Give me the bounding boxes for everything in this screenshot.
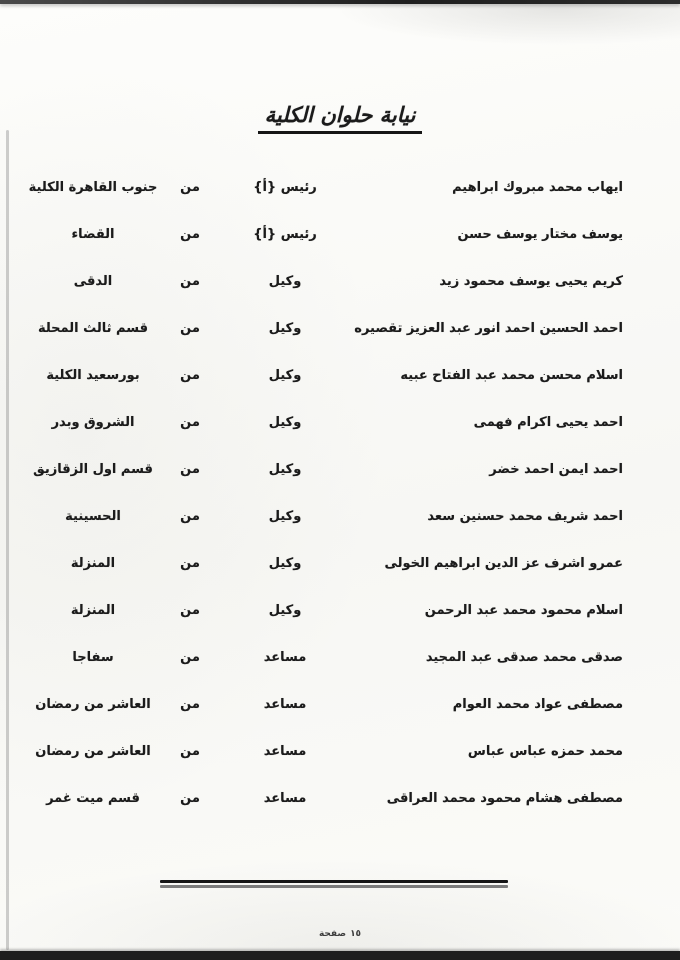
table-row: [0, 493, 680, 540]
cell-role: مساعد: [263, 744, 307, 759]
title-wrap: [0, 103, 680, 134]
cell-name: يوسف مختار يوسف حسن: [457, 227, 623, 242]
table-row: [0, 775, 680, 822]
cell-location: القضاء: [71, 227, 115, 242]
cell-from: من: [180, 274, 200, 289]
table-row: [0, 164, 680, 211]
cell-from: من: [180, 180, 200, 195]
cell-from: من: [180, 697, 200, 712]
cell-from: من: [180, 227, 200, 242]
cell-location: قسم ميت غمر: [46, 791, 140, 806]
cell-name: ايهاب محمد مبروك ابراهيم: [452, 180, 623, 195]
cell-from: من: [180, 791, 200, 806]
cell-from: من: [180, 650, 200, 665]
cell-location: المنزلة: [70, 556, 116, 571]
table-row: [0, 587, 680, 634]
footer-page-number: ١٥: [350, 929, 362, 939]
cell-location: بورسعيد الكلية: [46, 368, 140, 383]
page-title: نيابة حلوان الكلية: [258, 103, 423, 134]
scan-edge-bottom: [0, 951, 680, 960]
cell-from: من: [180, 509, 200, 524]
cell-role: رئيس {أ}: [253, 227, 317, 242]
cell-role: رئيس {أ}: [253, 180, 317, 195]
cell-role: وكيل: [268, 462, 302, 477]
cell-name: احمد ايمن احمد خضر: [489, 462, 623, 477]
cell-location: الشروق وبدر: [51, 415, 135, 430]
cell-role: وكيل: [268, 509, 302, 524]
cell-name: مصطفى هشام محمود محمد العراقى: [386, 791, 623, 806]
assignments-table: [0, 164, 680, 822]
scan-edge-top: [0, 0, 680, 4]
cell-from: من: [180, 603, 200, 618]
cell-role: وكيل: [268, 603, 302, 618]
cell-role: مساعد: [263, 650, 307, 665]
cell-from: من: [180, 368, 200, 383]
cell-name: احمد يحيى اكرام فهمى: [473, 415, 623, 430]
divider-line-gray: [160, 885, 508, 888]
page-footer: [0, 929, 680, 939]
cell-location: سفاجا: [72, 650, 114, 665]
cell-from: من: [180, 321, 200, 336]
cell-name: اسلام محسن محمد عبد الفتاح عبيه: [400, 368, 623, 383]
cell-location: قسم ثالث المحلة: [37, 321, 148, 336]
table-row: [0, 352, 680, 399]
cell-role: وكيل: [268, 274, 302, 289]
table-row: [0, 258, 680, 305]
cell-name: احمد الحسين احمد انور عبد العزيز تقصيره: [354, 321, 623, 336]
cell-location: المنزلة: [70, 603, 116, 618]
footer-divider: [160, 880, 508, 888]
cell-name: اسلام محمود محمد عبد الرحمن: [424, 603, 623, 618]
table-row: [0, 728, 680, 775]
cell-from: من: [180, 744, 200, 759]
table-row: [0, 540, 680, 587]
cell-role: وكيل: [268, 556, 302, 571]
table-row: [0, 211, 680, 258]
table-row: [0, 305, 680, 352]
table-row: [0, 681, 680, 728]
cell-role: وكيل: [268, 321, 302, 336]
cell-location: الحسينية: [65, 509, 121, 524]
cell-role: وكيل: [268, 368, 302, 383]
cell-location: العاشر من رمضان: [35, 697, 151, 712]
cell-name: محمد حمزه عباس عباس: [467, 744, 623, 759]
cell-from: من: [180, 415, 200, 430]
table-row: [0, 446, 680, 493]
cell-role: مساعد: [263, 697, 307, 712]
cell-role: وكيل: [268, 415, 302, 430]
cell-name: عمرو اشرف عز الدين ابراهيم الخولى: [384, 556, 623, 571]
cell-name: كريم يحيى يوسف محمود زيد: [439, 274, 623, 289]
scan-page-edge-line: [6, 130, 9, 950]
cell-location: العاشر من رمضان: [35, 744, 151, 759]
cell-name: صدقى محمد صدقى عبد المجيد: [425, 650, 623, 665]
cell-name: احمد شريف محمد حسنين سعد: [427, 509, 623, 524]
cell-location: الدقى: [73, 274, 113, 289]
divider-line-black: [160, 880, 508, 883]
cell-name: مصطفى عواد محمد العوام: [452, 697, 623, 712]
cell-location: جنوب القاهرة الكلية: [28, 180, 158, 195]
cell-location: قسم اول الزقازيق: [33, 462, 153, 477]
table-row: [0, 399, 680, 446]
footer-page-word: صفحة: [318, 929, 347, 939]
cell-from: من: [180, 556, 200, 571]
cell-from: من: [180, 462, 200, 477]
cell-role: مساعد: [263, 791, 307, 806]
table-row: [0, 634, 680, 681]
